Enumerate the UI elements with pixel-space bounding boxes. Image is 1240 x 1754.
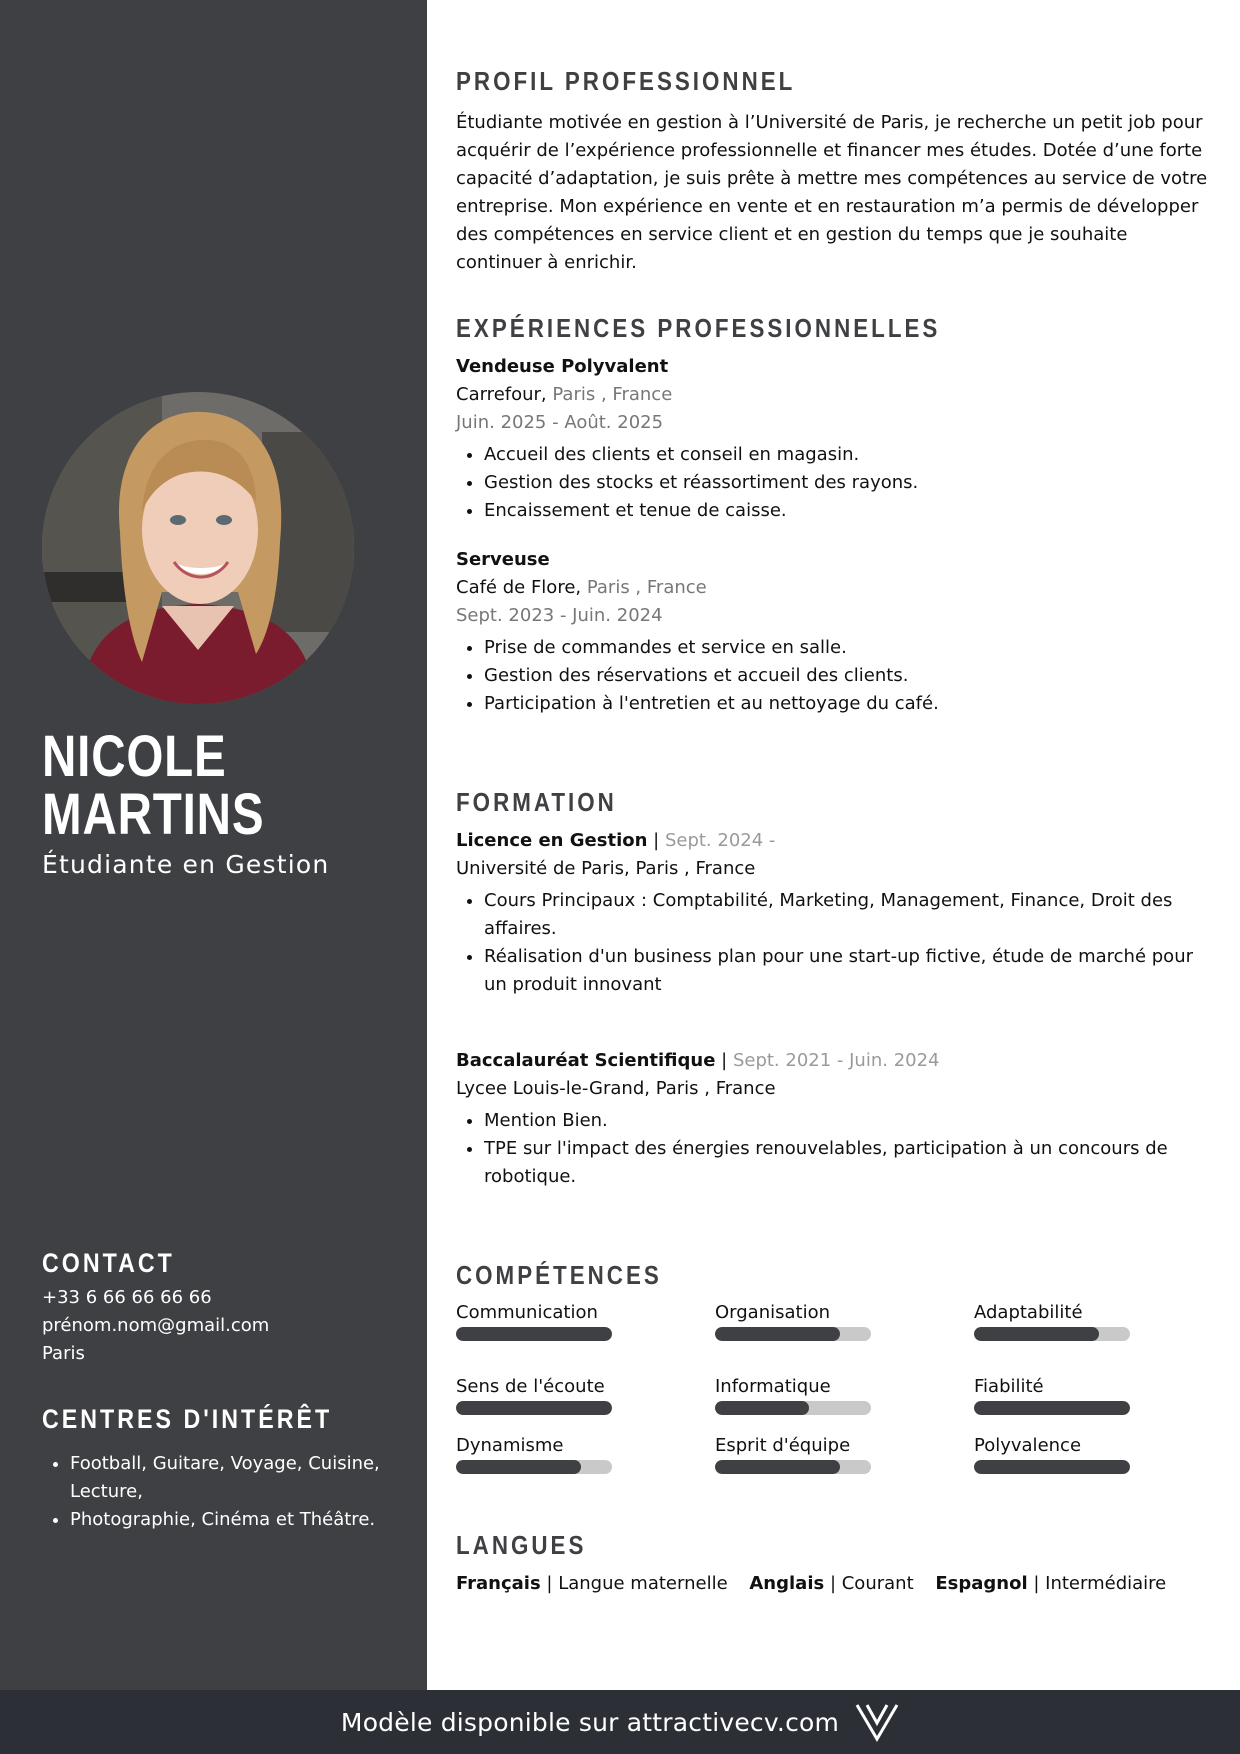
job-entry xyxy=(456,546,1212,718)
skill-bar-fill xyxy=(715,1327,840,1341)
language-item xyxy=(749,1573,913,1594)
job-dates: Sept. 2023 - Juin. 2024 xyxy=(456,605,663,626)
skill-bar xyxy=(715,1401,871,1415)
language-level: Langue maternelle xyxy=(558,1573,728,1594)
degree-dates: Sept. 2024 - xyxy=(664,830,776,851)
skill-bar xyxy=(974,1327,1130,1341)
contact-title: CONTACT xyxy=(42,1248,175,1278)
skill-bar xyxy=(456,1327,612,1341)
job-company-line xyxy=(456,574,1212,602)
skill-bar-fill xyxy=(974,1401,1130,1415)
school-name: Lycee Louis-le-Grand, Paris , France xyxy=(456,1078,776,1099)
skill-name: Fiabilité xyxy=(974,1376,1044,1397)
separator: | xyxy=(647,830,665,851)
skill-name: Communication xyxy=(456,1302,598,1323)
education-bullet: • Réalisation d'un business plan pour une start-up fictive, étude de marché pour un produit innovant xyxy=(484,943,1212,999)
separator: | xyxy=(715,1050,733,1071)
language-item xyxy=(935,1573,1166,1594)
education-bullets xyxy=(456,1107,1212,1191)
interest-item: • Photographie, Cinéma et Théâtre. xyxy=(70,1506,430,1534)
attractivecv-logo-icon xyxy=(855,1702,899,1742)
skill-bar xyxy=(974,1460,1130,1474)
candidate-name xyxy=(42,724,265,847)
job-bullet: • Participation à l'entretien et au nettoyage du café. xyxy=(484,690,1212,718)
profile-section xyxy=(456,109,1212,277)
last-name: MARTINS xyxy=(42,782,265,847)
skill-bar xyxy=(456,1401,612,1415)
contact-email: prénom.nom@gmail.com xyxy=(42,1315,270,1336)
education-bullets xyxy=(456,887,1212,999)
skill-bar-fill xyxy=(456,1327,612,1341)
job-bullet: • Prise de commandes et service en salle. xyxy=(484,634,1212,662)
portrait-image xyxy=(42,392,354,704)
skill-bar-fill xyxy=(974,1460,1130,1474)
language-level: Courant xyxy=(841,1573,914,1594)
candidate-role: Étudiante en Gestion xyxy=(42,850,330,879)
skill-item xyxy=(715,1301,935,1341)
skill-item xyxy=(974,1375,1194,1415)
job-dates: Juin. 2025 - Août. 2025 xyxy=(456,412,664,433)
contact-phone: +33 6 66 66 66 66 xyxy=(42,1287,212,1308)
skill-item xyxy=(974,1301,1194,1341)
skills-title: COMPÉTENCES xyxy=(456,1260,662,1290)
language-name: Espagnol xyxy=(935,1573,1028,1594)
experience-title: EXPÉRIENCES PROFESSIONNELLES xyxy=(456,313,941,343)
languages-line xyxy=(456,1570,1182,1598)
profile-title: PROFIL PROFESSIONNEL xyxy=(456,66,796,96)
education-entry xyxy=(456,827,1212,999)
languages-title: LANGUES xyxy=(456,1530,587,1560)
sidebar xyxy=(0,0,427,1690)
footer-text[interactable]: Modèle disponible sur attractivecv.com xyxy=(340,1707,840,1737)
profile-photo xyxy=(42,392,354,704)
footer-banner[interactable] xyxy=(0,1690,1240,1754)
job-location: Paris , France xyxy=(586,577,707,598)
job-title: Serveuse xyxy=(456,549,550,570)
profile-text: Étudiante motivée en gestion à l’Université de Paris, je recherche un petit job pour acquérir de l’expérience professionnelle et financer mes études. Dotée d’une forte capacité d’adaptation, je suis prête à mettre mes compétences au service de votre entreprise. Mon expérience en vente et en restauration m’a permis de développer des compétences en service client et en gestion du temps que je souhaite continuer à enrichir. xyxy=(456,112,1208,273)
education-bullet: • TPE sur l'impact des énergies renouvelables, participation à un concours de robotique. xyxy=(484,1135,1212,1191)
skill-item xyxy=(456,1434,676,1474)
language-name: Anglais xyxy=(749,1573,825,1594)
skill-item xyxy=(715,1434,935,1474)
education-header xyxy=(456,827,1212,855)
school-name: Université de Paris, Paris , France xyxy=(456,858,756,879)
language-name: Français xyxy=(456,1573,541,1594)
education-title: FORMATION xyxy=(456,787,617,817)
language-level: Intermédiaire xyxy=(1045,1573,1167,1594)
job-company: Café de Flore, xyxy=(456,577,582,598)
skill-name: Dynamisme xyxy=(456,1435,564,1456)
skill-name: Sens de l'écoute xyxy=(456,1376,605,1397)
skill-item xyxy=(456,1375,676,1415)
skill-bar xyxy=(456,1460,612,1474)
degree-name: Licence en Gestion xyxy=(456,830,648,851)
skill-bar xyxy=(974,1401,1130,1415)
degree-dates: Sept. 2021 - Juin. 2024 xyxy=(732,1050,940,1071)
separator: | xyxy=(540,1573,559,1594)
language-item xyxy=(456,1573,728,1594)
skill-name: Organisation xyxy=(715,1302,831,1323)
separator: | xyxy=(824,1573,842,1594)
interest-item: • Football, Guitare, Voyage, Cuisine, Lecture, xyxy=(70,1450,430,1506)
skill-bar-fill xyxy=(974,1327,1099,1341)
job-bullets xyxy=(456,441,1212,525)
skill-bar xyxy=(715,1460,871,1474)
interests-list xyxy=(42,1450,430,1534)
job-company-line xyxy=(456,381,1212,409)
job-bullet: • Gestion des réservations et accueil des clients. xyxy=(484,662,1212,690)
education-entry xyxy=(456,1047,1212,1191)
job-bullets xyxy=(456,634,1212,718)
skill-bar-fill xyxy=(456,1460,581,1474)
job-bullet: • Accueil des clients et conseil en magasin. xyxy=(484,441,1212,469)
education-bullet: • Cours Principaux : Comptabilité, Marketing, Management, Finance, Droit des affaires. xyxy=(484,887,1212,943)
education-header xyxy=(456,1047,1212,1075)
degree-name: Baccalauréat Scientifique xyxy=(456,1050,716,1071)
contact-city: Paris xyxy=(42,1343,85,1364)
job-bullet: • Gestion des stocks et réassortiment des rayons. xyxy=(484,469,1212,497)
interests-title: CENTRES D'INTÉRÊT xyxy=(42,1404,333,1434)
skill-name: Informatique xyxy=(715,1376,831,1397)
job-location: Paris , France xyxy=(552,384,673,405)
skill-bar xyxy=(715,1327,871,1341)
skill-name: Adaptabilité xyxy=(974,1302,1083,1323)
job-bullet: • Encaissement et tenue de caisse. xyxy=(484,497,1212,525)
job-entry xyxy=(456,353,1212,525)
skill-bar-fill xyxy=(456,1401,612,1415)
skill-item xyxy=(715,1375,935,1415)
skill-name: Polyvalence xyxy=(974,1435,1082,1456)
skill-bar-fill xyxy=(715,1460,840,1474)
separator: | xyxy=(1027,1573,1046,1594)
education-bullet: • Mention Bien. xyxy=(484,1107,1212,1135)
first-name: NICOLE xyxy=(42,724,227,789)
skill-bar-fill xyxy=(715,1401,809,1415)
job-title: Vendeuse Polyvalent xyxy=(456,356,669,377)
skill-name: Esprit d'équipe xyxy=(715,1435,851,1456)
job-company: Carrefour, xyxy=(456,384,547,405)
skill-item xyxy=(974,1434,1194,1474)
skill-item xyxy=(456,1301,676,1341)
